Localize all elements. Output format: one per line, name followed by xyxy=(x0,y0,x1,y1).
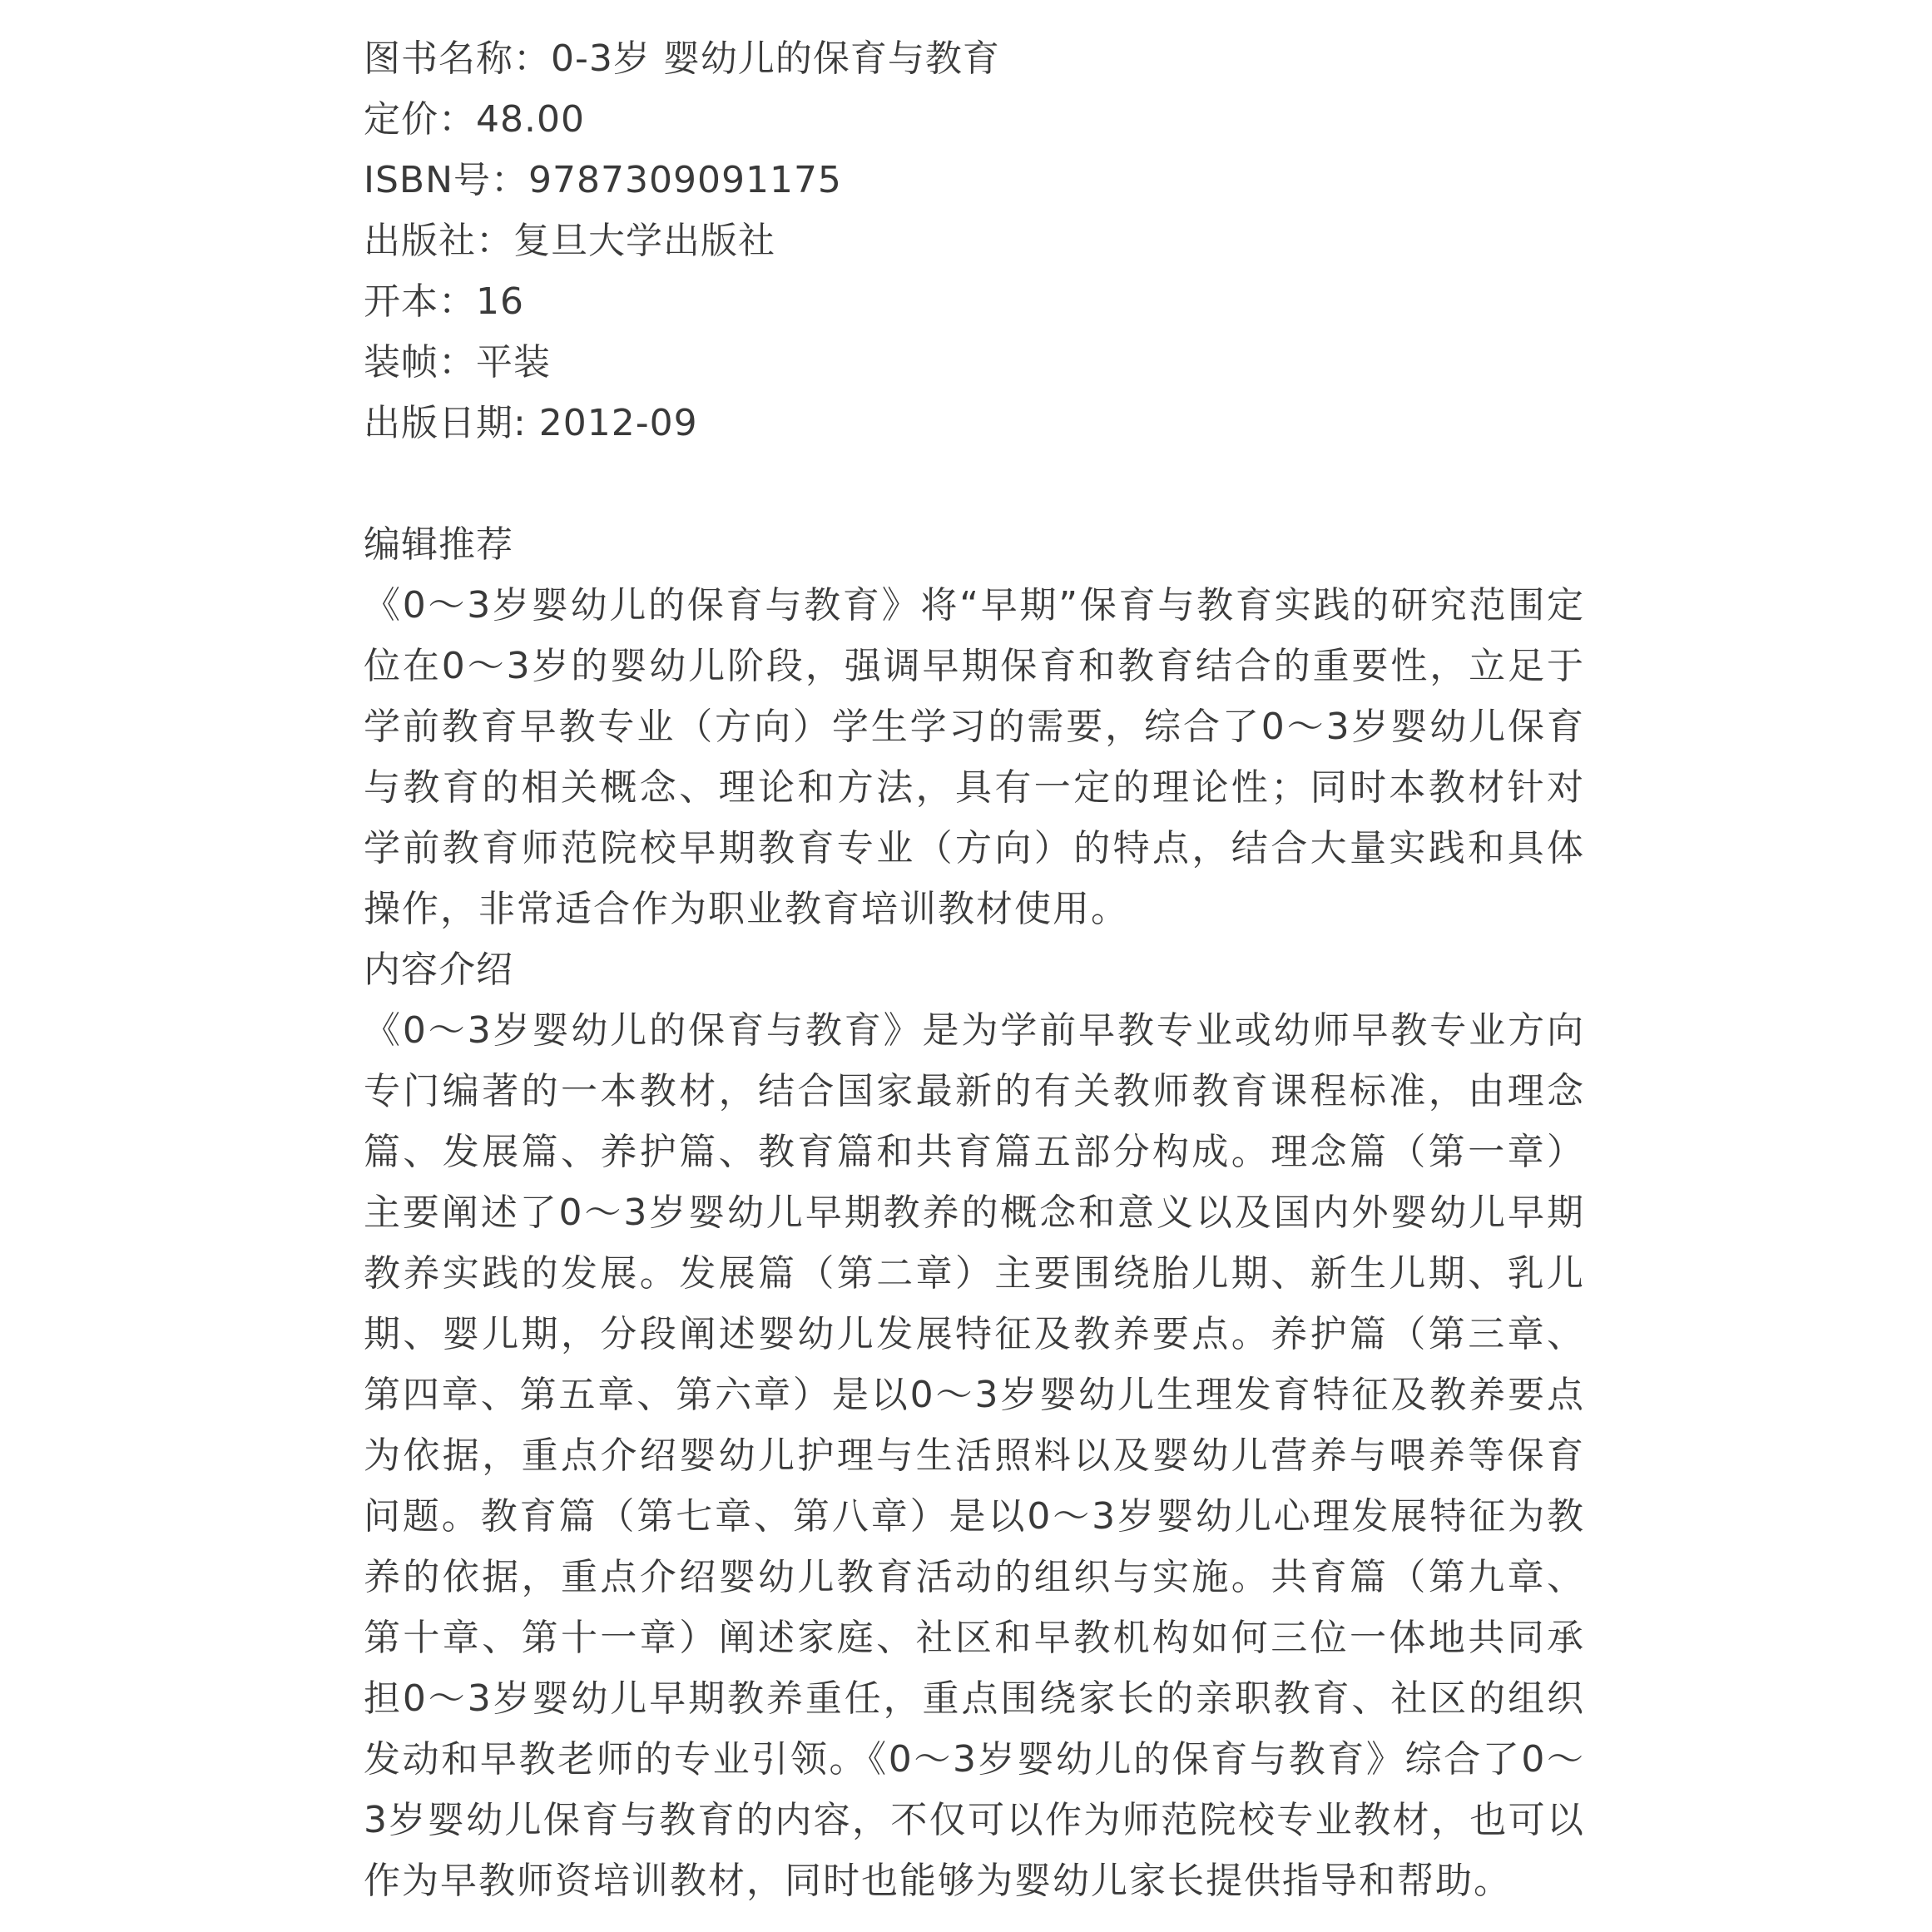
pubdate-line: 出版日期: 2012-09 xyxy=(364,402,698,444)
format-line: 开本：16 xyxy=(364,280,524,323)
binding-line: 装帧：平装 xyxy=(364,341,551,384)
editor-recommendation-text: 《0～3岁婴幼儿的保育与教育》将“早期”保育与教育实践的研究范围定位在0～3岁的婴幼儿阶段，强调早期保育和教育结合的重要性，立足于学前教育早教专业（方向）学生学习的需要，综合了0～3岁婴幼儿保育与教育的相关概念、理论和方法，具有一定的理论性；同时本教材针对学前教育师范院校早期教育专业（方向）的特点，结合大量实践和具体操作，非常适合作为职业教育培训教材使用。 xyxy=(364,584,1585,930)
content-intro-heading: 内容介绍 xyxy=(364,949,513,991)
book-description-page xyxy=(364,28,1585,1911)
section-spacer xyxy=(364,453,1585,514)
book-title-line: 图书名称：0-3岁 婴幼儿的保育与教育 xyxy=(364,37,1000,80)
editor-recommendation-heading: 编辑推荐 xyxy=(364,523,513,566)
price-line: 定价：48.00 xyxy=(364,98,585,141)
publisher-line: 出版社：复旦大学出版社 xyxy=(364,220,775,262)
isbn-line: ISBN号：9787309091175 xyxy=(364,159,842,201)
content-intro-text: 《0～3岁婴幼儿的保育与教育》是为学前早教专业或幼师早教专业方向专门编著的一本教材，结合国家最新的有关教师教育课程标准，由理念篇、发展篇、养护篇、教育篇和共育篇五部分构成。理念篇（第一章）主要阐述了0～3岁婴幼儿早期教养的概念和意义以及国内外婴幼儿早期教养实践的发展。发展篇（第二章）主要围绕胎儿期、新生儿期、乳儿期、婴儿期，分段阐述婴幼儿发展特征及教养要点。养护篇（第三章、第四章、第五章、第六章）是以0～3岁婴幼儿生理发育特征及教养要点为依据，重点介绍婴幼儿护理与生活照料以及婴幼儿营养与喂养等保育问题。教育篇（第七章、第八章）是以0～3岁婴幼儿心理发展特征为教养的依据，重点介绍婴幼儿教育活动的组织与实施。共育篇（第九章、第十章、第十一章）阐述家庭、社区和早教机构如何三位一体地共同承担0～3岁婴幼儿早期教养重任，重点围绕家长的亲职教育、社区的组织发动和早教老师的专业引领。《0～3岁婴幼儿的保育与教育》综合了0～3岁婴幼儿保育与教育的内容，不仅可以作为师范院校专业教材，也可以作为早教师资培训教材，同时也能够为婴幼儿家长提供指导和帮助。 xyxy=(364,1009,1585,1902)
